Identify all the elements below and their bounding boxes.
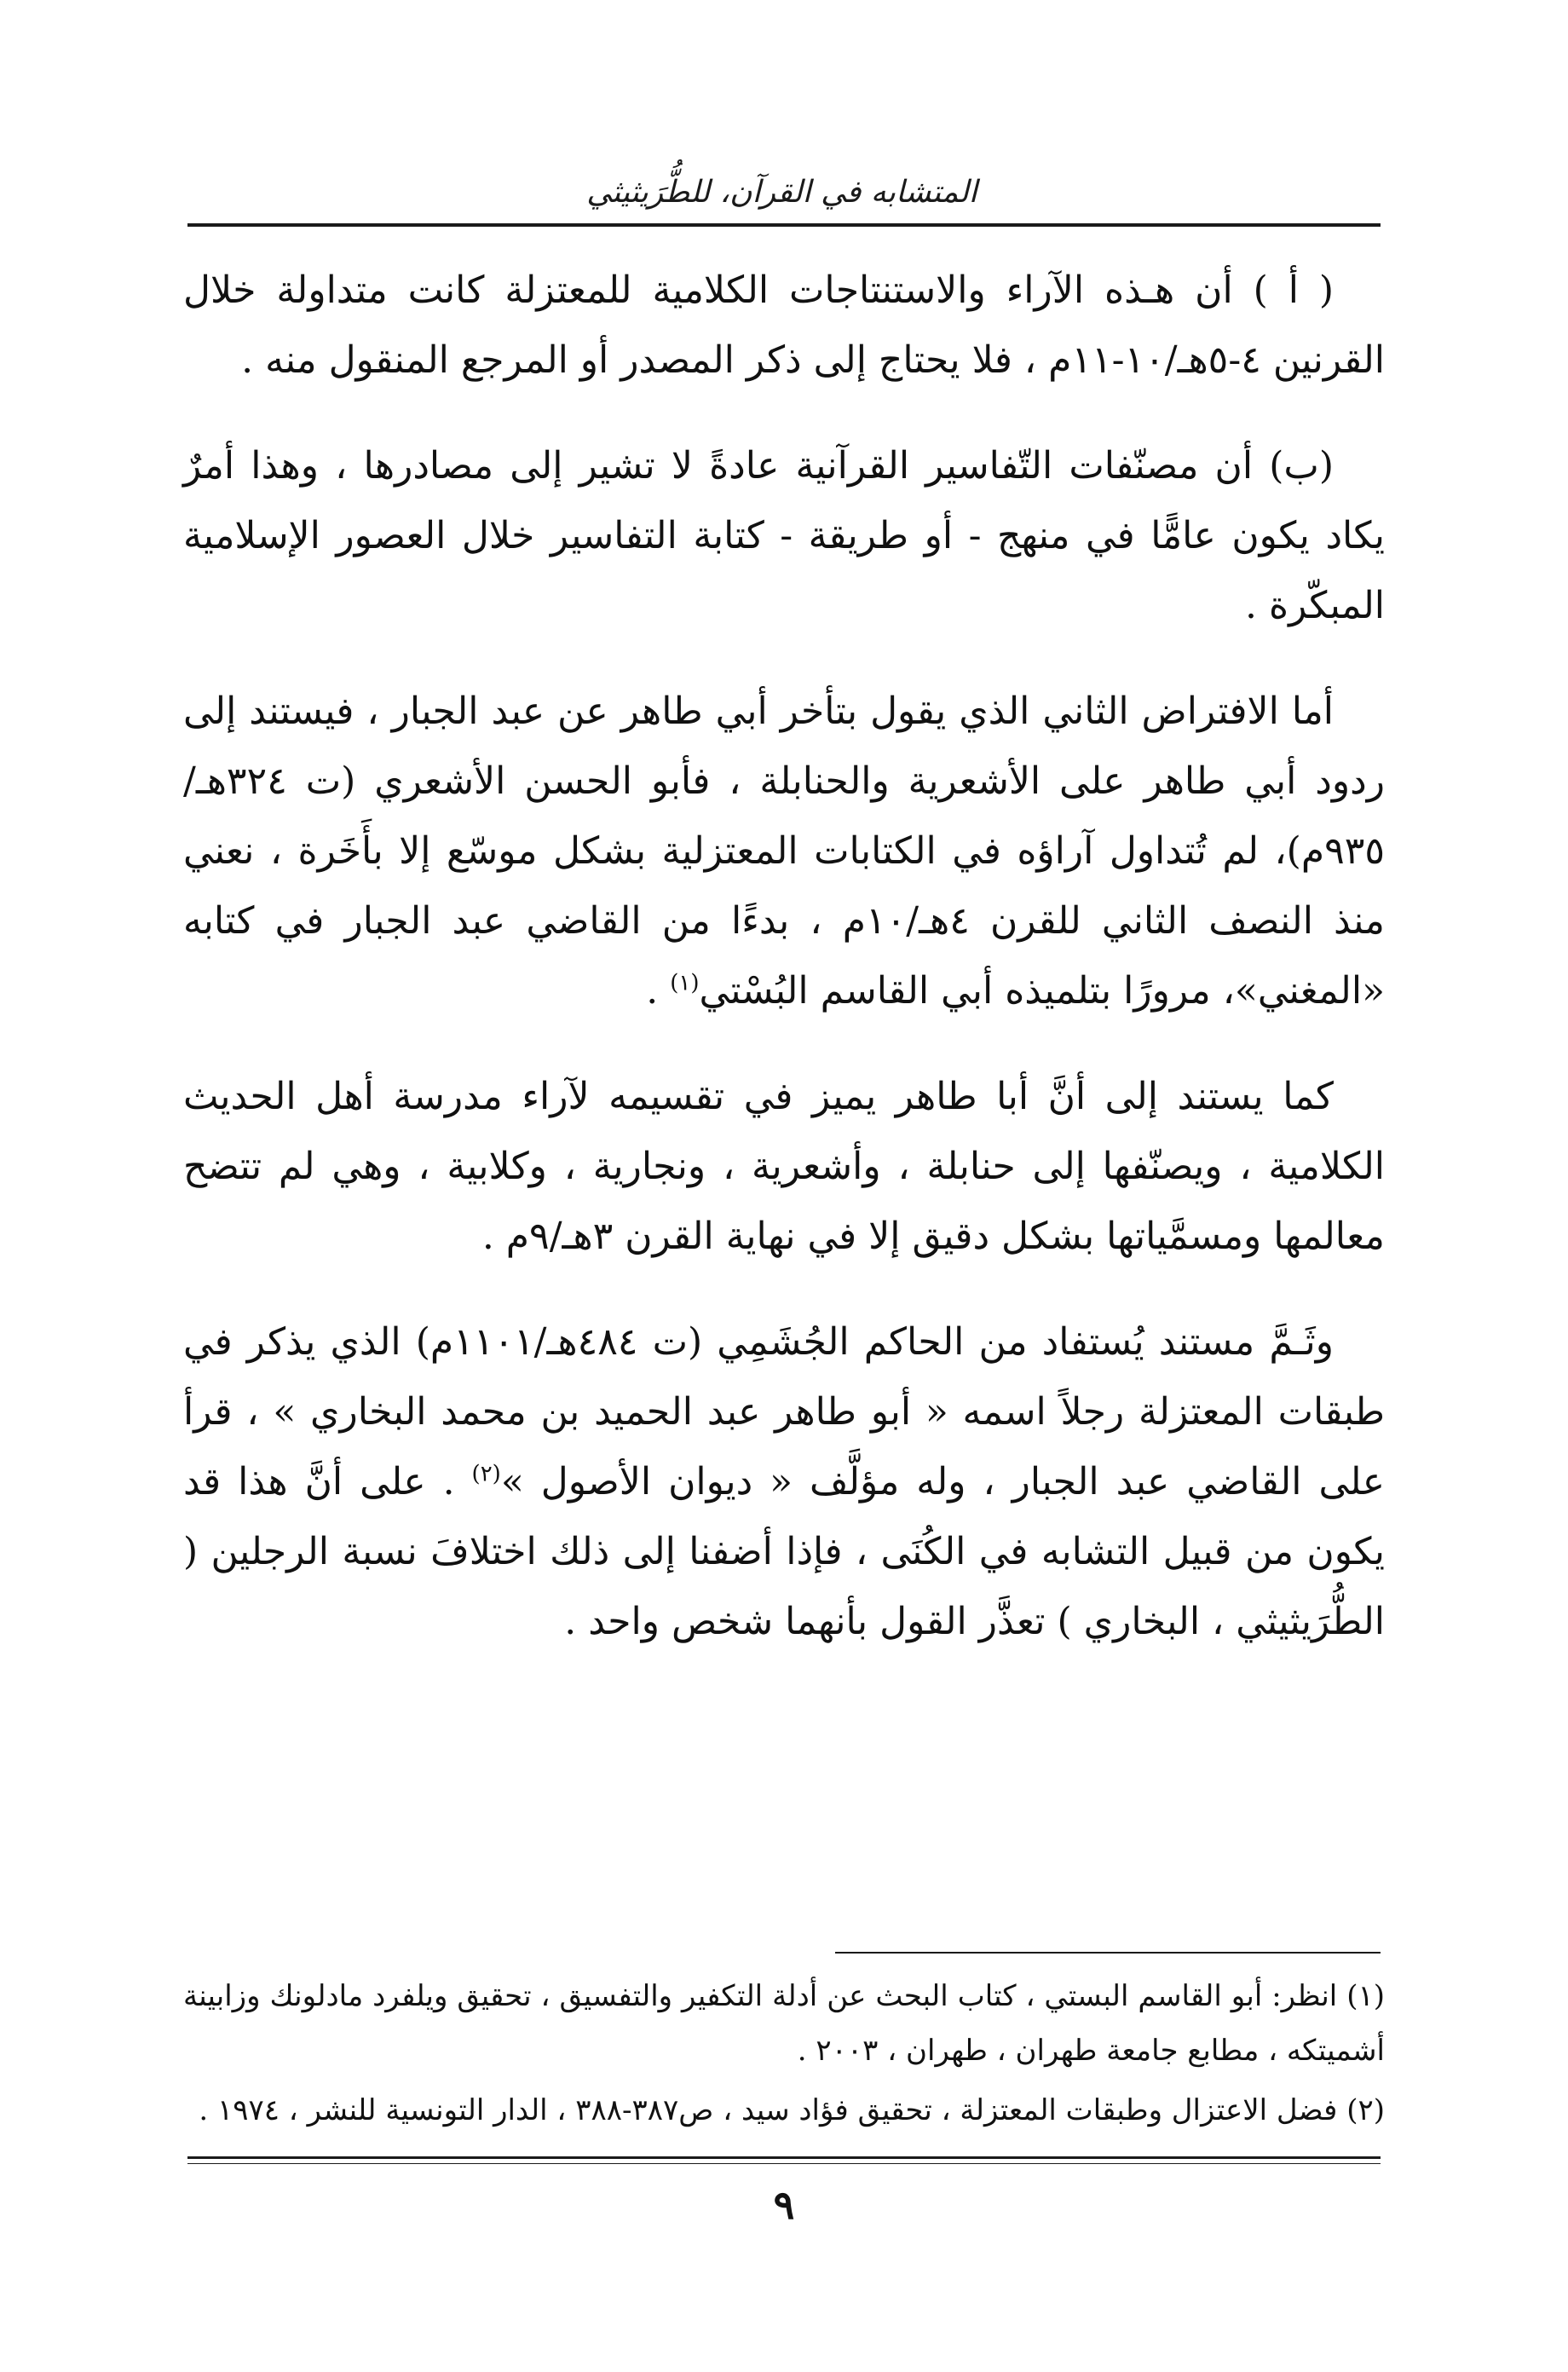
footnote-2: (٢) فضل الاعتزال وطبقات المعتزلة ، تحقيق فؤاد سيد ، ص٣٨٧-٣٨٨ ، الدار التونسية للنشر ، ١٩٧٤ . [199, 2093, 1385, 2127]
paragraph-second-hypothesis-tail: . [646, 969, 671, 1013]
footnotes [183, 1969, 1385, 2143]
running-header: المتشابه في القرآن، للطُّرَيثيثي [586, 175, 977, 210]
paragraph-jushami-cont: يكون من قبيل التشابه في الكُنَى ، فإذا أضفنا إلى ذلك اختلافَ نسبة الرجلين ( الطُّرَيثيثي ، البخاري ) تعذَّر القول بأنهما شخص واحد . [183, 1530, 1385, 1643]
page-number: ٩ [773, 2182, 795, 2228]
paragraph-second-hypothesis-text: أما الافتراض الثاني الذي يقول بتأخر أبي طاهر عن عبد الجبار ، فيستند إلى ردود أبي طاهر على الأشعرية والحنابلة ، فأبو الحسن الأشعري (ت ٣٢٤هـ/ ٩٣٥م)، لم تُتداول آراؤه في الكتابات المعتزلية بشكل موسّع إلا بأَخَرة ، نعني منذ النصف الثاني للقرن ٤هـ/١٠م ، بدءًا من القاضي عبد الجبار في كتابه «المغني»، مرورًا بتلميذه أبي القاسم البُسْتي [183, 690, 1386, 1013]
paragraph-jushami [183, 1307, 1385, 1657]
paragraph-jushami-text: وثَـمَّ مستند يُستفاد من الحاكم الجُشَمِي (ت ٤٨٤هـ/١١٠١م) الذي يذكر في طبقات المعتزلة رجلاً اسمه « أبو طاهر عبد الحميد بن محمد البخاري » ، قرأ على القاضي عبد الجبار ، وله مؤلَّف « ديوان الأصول » [183, 1320, 1385, 1503]
footer-rule-thin [187, 2163, 1381, 2164]
footer-rule [187, 2156, 1381, 2159]
footnote-ref-1[interactable]: (١) [670, 970, 700, 996]
paragraph-a: ( أ ) أن هـذه الآراء والاستنتاجات الكلامية للمعتزلة كانت متداولة خلال القرنين ٤-٥هـ/١٠-١١م ، فلا يحتاج إلى ذكر المصدر أو المرجع المنقول منه . [183, 268, 1385, 382]
paragraph-jushami-tail: . على أنَّ هذا قد [183, 1460, 472, 1503]
paragraph-second-hypothesis [183, 677, 1385, 1026]
header-rule [187, 223, 1381, 227]
footnote-ref-2[interactable]: (٢) [471, 1461, 501, 1487]
body-text [183, 256, 1385, 1657]
paragraph-b: (ب) أن مصنّفات التّفاسير القرآنية عادةً لا تشير إلى مصادرها ، وهذا أمرٌ يكاد يكون عامًّا في منهج - أو طريقة - كتابة التفاسير خلال العصور الإسلامية المبكّرة . [183, 444, 1385, 627]
footnote-separator [835, 1952, 1381, 1954]
paragraph-ahl-hadith: كما يستند إلى أنَّ أبا طاهر يميز في تقسيمه لآراء مدرسة أهل الحديث الكلامية ، ويصنّفها إلى حنابلة ، وأشعرية ، ونجارية ، وكلابية ، وهي لم تتضح معالمها ومسمَّياتها بشكل دقيق إلا في نهاية القرن ٣هـ/٩م . [183, 1075, 1386, 1258]
footnote-1: (١) انظر: أبو القاسم البستي ، كتاب البحث عن أدلة التكفير والتفسيق ، تحقيق ويلفرد مادلونك وزابينة أشميتكه ، مطابع جامعة طهران ، طهران ، ٢٠٠٣ . [183, 1979, 1385, 2068]
